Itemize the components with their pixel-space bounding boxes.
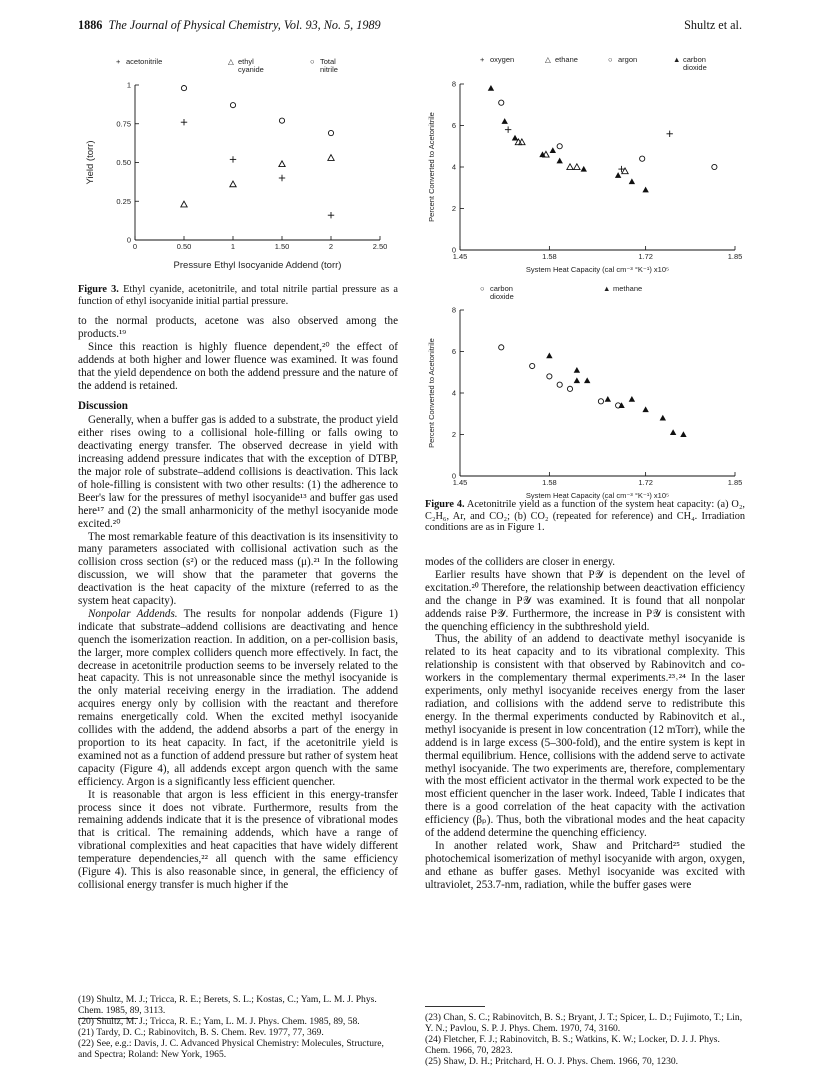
legend-marker: △: [545, 55, 551, 64]
figure-3-caption-label: Figure 3.: [78, 284, 119, 295]
left-column: [78, 315, 398, 892]
legend-label: cyanide: [238, 65, 264, 74]
data-point: [547, 374, 552, 379]
y-tick-label: 4: [451, 162, 456, 172]
section-heading-discussion: Discussion: [78, 400, 128, 413]
legend-marker: △: [228, 57, 234, 66]
figure-3-chart: [78, 52, 398, 280]
footnote-19: (19) Shultz, M. J.; Tricca, R. E.; Berets, S. L.; Kostas, C.; Yam, L. M. J. Phys. Chem. 1985, 89, 3113.: [78, 994, 377, 1016]
y-tick-label: 2: [451, 430, 456, 440]
data-point: [615, 172, 621, 178]
legend-item: [673, 55, 707, 72]
data-point: [581, 166, 587, 172]
y-axis-label: Percent Converted to Acetonitrile: [427, 338, 436, 448]
legend-marker: +: [480, 55, 485, 64]
legend-label: dioxide: [490, 292, 514, 301]
legend-label: acetonitrile: [126, 57, 163, 66]
right-footnotes: [425, 1012, 745, 1067]
data-point: [546, 352, 552, 358]
data-point: [666, 131, 672, 137]
data-point: [557, 144, 562, 149]
legend-item: [545, 55, 578, 64]
legend-item: [603, 284, 642, 293]
data-point: [328, 130, 333, 135]
footnote-22: (22) See, e.g.: Davis, J. C. Advanced Physical Chemistry: Molecules, Structure, and Spectra; Roland: New York, 1965.: [78, 1038, 384, 1060]
data-point: [512, 135, 518, 141]
figure-3-caption: [78, 284, 398, 307]
footnote-25: (25) Shaw, D. H.; Pritchard, H. O. J. Phys. Chem. 1966, 70, 1230.: [425, 1056, 679, 1067]
legend-marker: ○: [480, 284, 485, 293]
legend-marker: ▲: [603, 284, 611, 293]
x-tick-label: 1.85: [727, 252, 743, 261]
nonpolar-text: The results for nonpolar addends (Figure 1) indicate that substrate–addend collisions are deactivating and hence quench the isomerization reaction. In addition, on a per-collision basis, the larger, more complex colliders quench more effectively. In fact, the decrease in acetonitrile production seems to be inversely related to the heat capacity. This is not unreasonable since the methyl isocyanide is the only material receiving energy in the irradiation. The addend acquires energy only by collision with the reactant and therefore remains energetically cold. When the excited methyl isocyanide collides with the addend, the addend absorbs a part of the energy in proportion to its heat capacity. In fact, if the acetonitrile yield is examined not as a function of addend pressure but rather of system heat capacity (Figure 4), all addends except argon quench with the same efficiency. Argon is a significantly less efficient quencher.: [78, 607, 398, 788]
paragraph-shaw: In another related work, Shaw and Pritchard²⁵ studied the photochemical isomerization of methyl isocyanide with argon, oxygen, and ethane as buffer gases. Methyl isocyanide was excited with ultraviolet, 253.7-nm, radiation, while the buffer gases were: [425, 839, 745, 891]
data-point: [574, 164, 580, 170]
data-point: [230, 156, 236, 162]
y-tick-label: 0.50: [116, 158, 131, 168]
figure-4-caption-label: Figure 4.: [425, 499, 465, 510]
data-point: [488, 85, 494, 91]
legend-label: ethane: [555, 55, 578, 64]
data-point: [642, 187, 648, 193]
x-tick-label: 1.72: [638, 252, 653, 261]
footnote-24: (24) Fletcher, F. J.; Rabinovitch, B. S.; Watkins, K. W.; Locker, D. J. J. Phys. Chem. 1966, 70, 2823.: [425, 1034, 720, 1056]
legend-marker: ▲: [673, 55, 681, 64]
figure-4: [425, 52, 745, 552]
data-point: [629, 396, 635, 402]
header-left: [78, 18, 381, 33]
series-0: [499, 345, 621, 408]
legend-label: dioxide: [683, 63, 707, 72]
series-1: [181, 155, 334, 207]
x-tick-label: 1: [230, 242, 236, 251]
y-tick-label: 8: [451, 79, 456, 89]
data-point: [605, 396, 611, 402]
x-tick-label: 1.45: [452, 478, 468, 487]
data-point: [279, 161, 285, 167]
data-point: [642, 406, 648, 412]
x-tick-label: 1.45: [452, 252, 468, 261]
legend-label: Total: [320, 57, 336, 66]
footnote-rule-right: [425, 1006, 485, 1007]
y-tick-label: 0.75: [116, 119, 131, 129]
plot-0: [85, 57, 387, 271]
data-point: [640, 156, 645, 161]
data-point: [680, 431, 686, 437]
y-tick-label: 0.25: [116, 196, 131, 206]
y-axis-label: Percent Converted to Acetonitrile: [427, 112, 436, 222]
header-authors: Shultz et al.: [684, 18, 742, 32]
series-0: [181, 119, 334, 218]
footnote-23: (23) Chan, S. C.; Rabinovitch, B. S.; Bryant, J. T.; Spicer, L. D.; Fujimoto, T.; Lin, Y. N.; Pavlou, S. P. J. Phys. Chem. 1970, 74, 3160.: [425, 1012, 743, 1034]
x-tick-label: 1.58: [542, 478, 557, 487]
legend-item: [310, 57, 338, 74]
data-point: [574, 377, 580, 383]
data-point: [328, 155, 334, 161]
paragraph-discussion-1: Generally, when a buffer gas is added to a substrate, the product yield either rises owing to a collisional hole-filling or falls owing to deactivating energy transfer. The observed decrease in yield with increasing addend pressure indicates that with the exception of DTBP, the major role of substrate–addend collisions is deactivation. This lack of hole-filling is consistent with two other results: (1) the adherence to Beer's law for the pressures of methyl isocyanide¹³ and buffer gas used here¹⁷ and (2) the small anharmonicity of the methyl isocyanide mode excited.²⁰: [78, 414, 398, 530]
data-point: [181, 201, 187, 207]
legend-item: [608, 55, 637, 64]
y-tick-label: 4: [451, 388, 456, 398]
data-point: [230, 181, 236, 187]
nonpolar-heading: Nonpolar Addends.: [88, 607, 178, 620]
series-2: [181, 86, 333, 136]
page-number: 1886: [78, 18, 103, 32]
y-tick-label: 0: [126, 235, 131, 245]
legend-label: argon: [618, 55, 638, 64]
data-point: [181, 86, 186, 91]
data-point: [618, 166, 624, 172]
figure-3-caption-text: Ethyl cyanide, acetonitrile, and total nitrile partial pressure as a function of ethyl isocyanide initial partial pressure.: [78, 284, 398, 307]
data-point: [670, 429, 676, 435]
left-footnotes: [78, 994, 398, 1060]
legend-item: [480, 284, 514, 301]
y-tick-label: 0: [451, 471, 456, 481]
figure-4-caption: [425, 499, 745, 534]
data-point: [279, 175, 285, 181]
legend-label: ethyl: [238, 57, 254, 66]
data-point: [328, 212, 334, 218]
y-tick-label: 2: [451, 204, 456, 214]
data-point: [567, 164, 573, 170]
data-point: [550, 147, 556, 153]
y-axis-label: Yield (torr): [85, 140, 96, 185]
x-tick-label: 0: [132, 242, 138, 251]
paragraph-intro: to the normal products, acetone was also observed among the products.¹⁹: [78, 315, 398, 340]
data-point: [556, 158, 562, 164]
series-1: [515, 139, 628, 174]
legend-label: carbon: [683, 55, 706, 64]
right-column: [425, 556, 745, 892]
data-point: [499, 100, 504, 105]
x-axis-label: System Heat Capacity (cal cm⁻³ °K⁻¹) x10⁵: [525, 491, 670, 500]
plot-2: [427, 284, 742, 500]
legend-marker: ○: [310, 57, 315, 66]
data-point: [574, 367, 580, 373]
series-0: [505, 126, 673, 172]
journal-name: The Journal of Physical Chemistry, Vol. 93, No. 5, 1989: [108, 18, 381, 32]
legend-marker: +: [116, 57, 121, 66]
legend-marker: ○: [608, 55, 613, 64]
legend-label: methane: [613, 284, 643, 293]
series-1: [546, 352, 686, 437]
legend-item: [228, 57, 264, 74]
y-tick-label: 6: [451, 121, 456, 131]
series-2: [499, 100, 717, 170]
legend-item: [116, 57, 162, 66]
y-tick-label: 8: [451, 305, 456, 315]
data-point: [230, 103, 235, 108]
paragraph-thus: Thus, the ability of an addend to deactivate methyl isocyanide is related to its heat capacity and to its vibrational complexity. This relationship is consistent with that observed by Rabinovitch and co-workers in the complementary thermal experiments.²³˒²⁴ In the laser experiments, only methyl isocyanide receives energy from the laser radiation, and collisions with the addend serve to redistribute this energy. In the thermal experiments conducted by Rabinovitch et al., methyl isocyanide is present in low concentration (12 mTorr), while the addend is in large excess (5–300-fold), and the entire system is kept in thermal equilibrium. Hence, collisions with the addend serve to activate methyl isocyanide. The two experiments are, therefore, complementary with the most efficient activator in the thermal work expected to be the most efficient quencher in the laser work. Indeed, Table I indicates that there is a good correlation of the heat capacity with the activation efficiency (βₚ). Thus, both the vibrational modes and the heat capacity of the addend determine the quenching efficiency.: [425, 633, 745, 840]
paragraph-fluence: Since this reaction is highly fluence dependent,²⁰ the effect of addends at both higher and lower fluence was examined. It was found that the yield dependence on both the addend pressure and the nature of the addend is retained.: [78, 340, 398, 392]
data-point: [712, 164, 717, 169]
y-tick-label: 6: [451, 347, 456, 357]
x-tick-label: 2: [328, 242, 334, 251]
paragraph-earlier: Earlier results have shown that P𝒴 is dependent on the level of excitation.²⁰ Therefore, the relationship between deactivation efficiency and the change in P𝒴 was examined. It is found that all nonpolar addends raise P𝒴. Furthermore, the increase in P𝒴 is consistent with the quenching efficiency in the subthreshold yield.: [425, 568, 745, 633]
paragraph-modes: modes of the colliders are closer in energy.: [425, 556, 616, 568]
data-point: [567, 386, 572, 391]
legend-label: nitrile: [320, 65, 338, 74]
x-axis-label: System Heat Capacity (cal cm⁻³ °K⁻¹) x10⁵: [525, 265, 670, 274]
legend-item: [480, 55, 514, 64]
x-tick-label: 0.50: [176, 242, 192, 251]
x-tick-label: 1.50: [274, 242, 290, 251]
paragraph-argon: It is reasonable that argon is less efficient in this energy-transfer process since it does not vibrate. Furthermore, results from the remaining addends indicate that it is the presence of vibrational modes that is critical. The remaining addends, which have a range of vibrational complexities and heat capacities that have widely different temperature dependencies,²² all quench with the same efficiency (Figure 4). This is also reasonable since, in general, the efficiency of collisional energy transfer is much higher if the: [78, 788, 398, 891]
legend-label: carbon: [490, 284, 513, 293]
footnote-20: (20) Shultz, M. J.; Tricca, R. E.; Yam, L. M. J. Phys. Chem. 1985, 89, 58.: [78, 1016, 360, 1027]
y-tick-label: 0: [451, 245, 456, 255]
x-axis-label: Pressure Ethyl Isocyanide Addend (torr): [173, 260, 342, 271]
paragraph-discussion-2: The most remarkable feature of this deactivation is its insensitivity to many parameters associated with collisional activation such as the collision cross section (s²) or the reduced mass (μ).²¹ In the following discussion, we will show that the parameter that governs the deactivation is the heat capacity of the mixture (referred to as the system heat capacity).: [78, 530, 398, 608]
footnote-21: (21) Tardy, D. C.; Rabinovitch, B. S. Chem. Rev. 1977, 77, 369.: [78, 1027, 324, 1038]
figure-4-chart: [425, 52, 745, 500]
data-point: [598, 399, 603, 404]
data-point: [584, 377, 590, 383]
legend-label: oxygen: [490, 55, 515, 64]
x-tick-label: 1.72: [638, 478, 653, 487]
data-point: [181, 119, 187, 125]
figure-4-caption-text: Acetonitrile yield as a function of the system heat capacity: (a) O₂, C₂H₆, Ar, and CO₂; (b) CO₂ (repeated for reference) and CH₄. Irradiation conditions are as in Figure 1.: [425, 499, 745, 534]
paragraph-nonpolar: [78, 608, 398, 789]
data-point: [660, 415, 666, 421]
plot-1: [427, 55, 742, 274]
x-tick-label: 2.50: [372, 242, 388, 251]
data-point: [501, 118, 507, 124]
data-point: [499, 345, 504, 350]
x-tick-label: 1.58: [542, 252, 557, 261]
x-tick-label: 1.85: [727, 478, 743, 487]
figure-3: [78, 52, 398, 332]
data-point: [279, 118, 284, 123]
data-point: [557, 382, 562, 387]
data-point: [505, 126, 511, 132]
series-3: [488, 85, 649, 192]
data-point: [530, 363, 535, 368]
data-point: [629, 178, 635, 184]
running-header: [78, 18, 742, 34]
y-tick-label: 1: [126, 80, 131, 90]
